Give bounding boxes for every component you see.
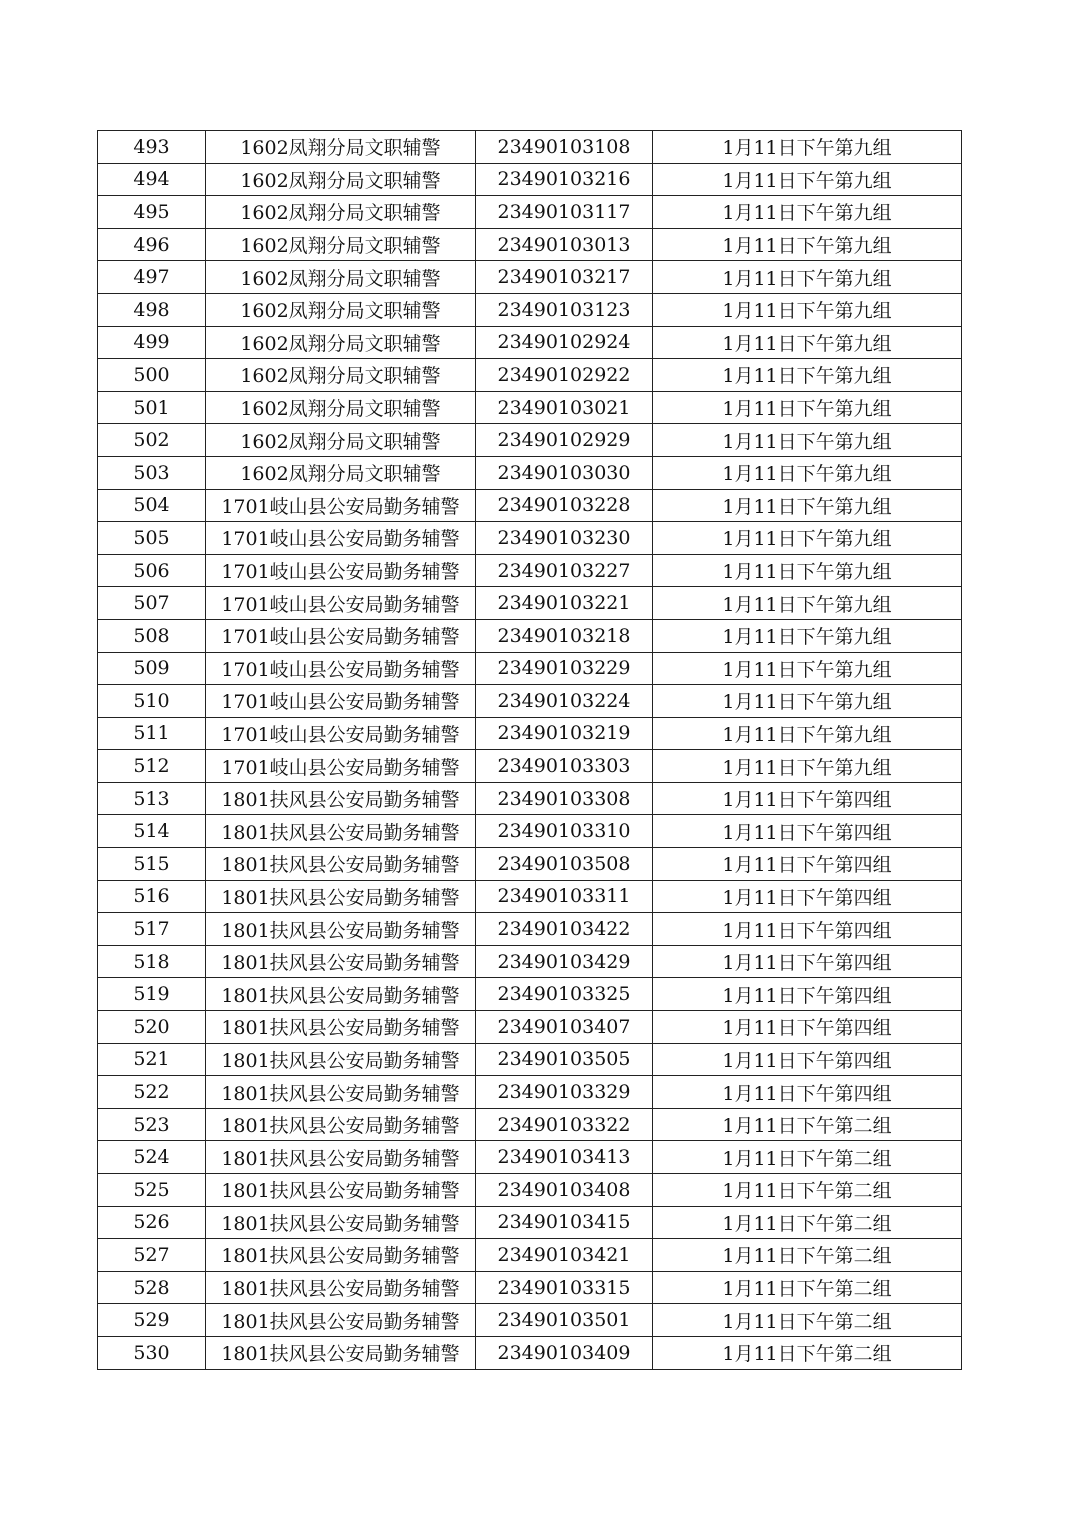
table-row xyxy=(98,750,962,783)
exam-id-cell: 23490103408 xyxy=(476,1174,653,1207)
seq-cell: 496 xyxy=(98,228,206,261)
seq-cell: 521 xyxy=(98,1043,206,1076)
exam-id-cell: 23490103407 xyxy=(476,1011,653,1044)
seq-cell: 513 xyxy=(98,782,206,815)
post-cell: 1801扶风县公安局勤务辅警 xyxy=(206,1076,476,1109)
post-cell: 1801扶风县公安局勤务辅警 xyxy=(206,880,476,913)
session-cell: 1月11日下午第二组 xyxy=(653,1206,962,1239)
table-row xyxy=(98,261,962,294)
table-row xyxy=(98,815,962,848)
exam-id-cell: 23490103108 xyxy=(476,131,653,164)
post-cell: 1801扶风县公安局勤务辅警 xyxy=(206,848,476,881)
seq-cell: 529 xyxy=(98,1304,206,1337)
session-cell: 1月11日下午第九组 xyxy=(653,652,962,685)
exam-id-cell: 23490103413 xyxy=(476,1141,653,1174)
exam-id-cell: 23490103221 xyxy=(476,587,653,620)
exam-id-cell: 23490103409 xyxy=(476,1336,653,1369)
seq-cell: 515 xyxy=(98,848,206,881)
session-cell: 1月11日下午第九组 xyxy=(653,717,962,750)
session-cell: 1月11日下午第九组 xyxy=(653,326,962,359)
exam-id-cell: 23490102922 xyxy=(476,359,653,392)
seq-cell: 526 xyxy=(98,1206,206,1239)
seq-cell: 517 xyxy=(98,913,206,946)
session-cell: 1月11日下午第四组 xyxy=(653,848,962,881)
table-row xyxy=(98,424,962,457)
seq-cell: 497 xyxy=(98,261,206,294)
table-row xyxy=(98,685,962,718)
session-cell: 1月11日下午第四组 xyxy=(653,978,962,1011)
post-cell: 1801扶风县公安局勤务辅警 xyxy=(206,1174,476,1207)
seq-cell: 494 xyxy=(98,163,206,196)
post-cell: 1801扶风县公安局勤务辅警 xyxy=(206,1239,476,1272)
session-cell: 1月11日下午第九组 xyxy=(653,619,962,652)
table-row xyxy=(98,1174,962,1207)
table-row xyxy=(98,456,962,489)
exam-id-cell: 23490103310 xyxy=(476,815,653,848)
candidate-table xyxy=(97,130,962,1370)
seq-cell: 516 xyxy=(98,880,206,913)
session-cell: 1月11日下午第四组 xyxy=(653,1011,962,1044)
exam-id-cell: 23490103227 xyxy=(476,554,653,587)
exam-id-cell: 23490103117 xyxy=(476,196,653,229)
session-cell: 1月11日下午第九组 xyxy=(653,163,962,196)
exam-id-cell: 23490103303 xyxy=(476,750,653,783)
table-row xyxy=(98,587,962,620)
seq-cell: 511 xyxy=(98,717,206,750)
session-cell: 1月11日下午第二组 xyxy=(653,1271,962,1304)
exam-id-cell: 23490102924 xyxy=(476,326,653,359)
seq-cell: 524 xyxy=(98,1141,206,1174)
exam-id-cell: 23490102929 xyxy=(476,424,653,457)
seq-cell: 493 xyxy=(98,131,206,164)
post-cell: 1701岐山县公安局勤务辅警 xyxy=(206,750,476,783)
session-cell: 1月11日下午第九组 xyxy=(653,750,962,783)
post-cell: 1602凤翔分局文职辅警 xyxy=(206,261,476,294)
session-cell: 1月11日下午第九组 xyxy=(653,522,962,555)
post-cell: 1801扶风县公安局勤务辅警 xyxy=(206,1271,476,1304)
post-cell: 1801扶风县公安局勤务辅警 xyxy=(206,1108,476,1141)
table-row xyxy=(98,1239,962,1272)
exam-id-cell: 23490103030 xyxy=(476,456,653,489)
session-cell: 1月11日下午第四组 xyxy=(653,1043,962,1076)
session-cell: 1月11日下午第九组 xyxy=(653,196,962,229)
session-cell: 1月11日下午第九组 xyxy=(653,228,962,261)
post-cell: 1701岐山县公安局勤务辅警 xyxy=(206,619,476,652)
session-cell: 1月11日下午第九组 xyxy=(653,489,962,522)
seq-cell: 527 xyxy=(98,1239,206,1272)
exam-id-cell: 23490103329 xyxy=(476,1076,653,1109)
table-row xyxy=(98,554,962,587)
table-row xyxy=(98,1011,962,1044)
post-cell: 1701岐山县公安局勤务辅警 xyxy=(206,685,476,718)
seq-cell: 499 xyxy=(98,326,206,359)
seq-cell: 518 xyxy=(98,945,206,978)
seq-cell: 507 xyxy=(98,587,206,620)
table-row xyxy=(98,782,962,815)
post-cell: 1602凤翔分局文职辅警 xyxy=(206,131,476,164)
exam-id-cell: 23490103415 xyxy=(476,1206,653,1239)
post-cell: 1801扶风县公安局勤务辅警 xyxy=(206,1336,476,1369)
exam-id-cell: 23490103219 xyxy=(476,717,653,750)
session-cell: 1月11日下午第四组 xyxy=(653,782,962,815)
session-cell: 1月11日下午第二组 xyxy=(653,1141,962,1174)
seq-cell: 504 xyxy=(98,489,206,522)
table-row xyxy=(98,326,962,359)
seq-cell: 502 xyxy=(98,424,206,457)
session-cell: 1月11日下午第九组 xyxy=(653,359,962,392)
seq-cell: 495 xyxy=(98,196,206,229)
table-row xyxy=(98,880,962,913)
post-cell: 1801扶风县公安局勤务辅警 xyxy=(206,1043,476,1076)
exam-id-cell: 23490103230 xyxy=(476,522,653,555)
table-row xyxy=(98,228,962,261)
seq-cell: 498 xyxy=(98,293,206,326)
table-row xyxy=(98,489,962,522)
post-cell: 1602凤翔分局文职辅警 xyxy=(206,196,476,229)
session-cell: 1月11日下午第九组 xyxy=(653,261,962,294)
exam-id-cell: 23490103021 xyxy=(476,391,653,424)
table-row xyxy=(98,391,962,424)
exam-id-cell: 23490103229 xyxy=(476,652,653,685)
session-cell: 1月11日下午第四组 xyxy=(653,880,962,913)
table-row xyxy=(98,1304,962,1337)
table-row xyxy=(98,1206,962,1239)
exam-id-cell: 23490103216 xyxy=(476,163,653,196)
table-row xyxy=(98,1141,962,1174)
exam-id-cell: 23490103429 xyxy=(476,945,653,978)
exam-id-cell: 23490103013 xyxy=(476,228,653,261)
seq-cell: 505 xyxy=(98,522,206,555)
post-cell: 1801扶风县公安局勤务辅警 xyxy=(206,1011,476,1044)
post-cell: 1602凤翔分局文职辅警 xyxy=(206,293,476,326)
session-cell: 1月11日下午第九组 xyxy=(653,424,962,457)
session-cell: 1月11日下午第四组 xyxy=(653,1076,962,1109)
seq-cell: 514 xyxy=(98,815,206,848)
session-cell: 1月11日下午第二组 xyxy=(653,1108,962,1141)
table-row xyxy=(98,1108,962,1141)
exam-id-cell: 23490103217 xyxy=(476,261,653,294)
post-cell: 1701岐山县公安局勤务辅警 xyxy=(206,522,476,555)
seq-cell: 500 xyxy=(98,359,206,392)
post-cell: 1602凤翔分局文职辅警 xyxy=(206,228,476,261)
exam-id-cell: 23490103315 xyxy=(476,1271,653,1304)
seq-cell: 523 xyxy=(98,1108,206,1141)
exam-id-cell: 23490103422 xyxy=(476,913,653,946)
table-row xyxy=(98,1271,962,1304)
exam-id-cell: 23490103123 xyxy=(476,293,653,326)
post-cell: 1801扶风县公安局勤务辅警 xyxy=(206,978,476,1011)
exam-id-cell: 23490103224 xyxy=(476,685,653,718)
session-cell: 1月11日下午第九组 xyxy=(653,131,962,164)
session-cell: 1月11日下午第二组 xyxy=(653,1304,962,1337)
table-row xyxy=(98,196,962,229)
table-row xyxy=(98,978,962,1011)
session-cell: 1月11日下午第二组 xyxy=(653,1174,962,1207)
post-cell: 1801扶风县公安局勤务辅警 xyxy=(206,815,476,848)
session-cell: 1月11日下午第四组 xyxy=(653,815,962,848)
table-body xyxy=(98,131,962,1370)
session-cell: 1月11日下午第二组 xyxy=(653,1239,962,1272)
seq-cell: 510 xyxy=(98,685,206,718)
table-row xyxy=(98,1076,962,1109)
post-cell: 1801扶风县公安局勤务辅警 xyxy=(206,782,476,815)
exam-id-cell: 23490103508 xyxy=(476,848,653,881)
post-cell: 1701岐山县公安局勤务辅警 xyxy=(206,587,476,620)
post-cell: 1602凤翔分局文职辅警 xyxy=(206,359,476,392)
table-row xyxy=(98,848,962,881)
post-cell: 1801扶风县公安局勤务辅警 xyxy=(206,1206,476,1239)
post-cell: 1602凤翔分局文职辅警 xyxy=(206,424,476,457)
exam-id-cell: 23490103308 xyxy=(476,782,653,815)
post-cell: 1602凤翔分局文职辅警 xyxy=(206,391,476,424)
post-cell: 1801扶风县公安局勤务辅警 xyxy=(206,913,476,946)
post-cell: 1801扶风县公安局勤务辅警 xyxy=(206,1141,476,1174)
post-cell: 1701岐山县公安局勤务辅警 xyxy=(206,717,476,750)
exam-id-cell: 23490103325 xyxy=(476,978,653,1011)
table-row xyxy=(98,1336,962,1369)
session-cell: 1月11日下午第九组 xyxy=(653,685,962,718)
post-cell: 1801扶风县公安局勤务辅警 xyxy=(206,945,476,978)
exam-id-cell: 23490103218 xyxy=(476,619,653,652)
table-row xyxy=(98,717,962,750)
seq-cell: 530 xyxy=(98,1336,206,1369)
session-cell: 1月11日下午第九组 xyxy=(653,587,962,620)
session-cell: 1月11日下午第二组 xyxy=(653,1336,962,1369)
seq-cell: 525 xyxy=(98,1174,206,1207)
exam-id-cell: 23490103501 xyxy=(476,1304,653,1337)
seq-cell: 520 xyxy=(98,1011,206,1044)
post-cell: 1701岐山县公安局勤务辅警 xyxy=(206,652,476,685)
post-cell: 1701岐山县公安局勤务辅警 xyxy=(206,489,476,522)
table-row xyxy=(98,293,962,326)
seq-cell: 501 xyxy=(98,391,206,424)
session-cell: 1月11日下午第九组 xyxy=(653,293,962,326)
exam-id-cell: 23490103505 xyxy=(476,1043,653,1076)
exam-id-cell: 23490103421 xyxy=(476,1239,653,1272)
seq-cell: 509 xyxy=(98,652,206,685)
post-cell: 1602凤翔分局文职辅警 xyxy=(206,456,476,489)
seq-cell: 506 xyxy=(98,554,206,587)
seq-cell: 522 xyxy=(98,1076,206,1109)
table-row xyxy=(98,619,962,652)
seq-cell: 503 xyxy=(98,456,206,489)
session-cell: 1月11日下午第九组 xyxy=(653,456,962,489)
table-row xyxy=(98,1043,962,1076)
exam-id-cell: 23490103228 xyxy=(476,489,653,522)
session-cell: 1月11日下午第四组 xyxy=(653,945,962,978)
post-cell: 1602凤翔分局文职辅警 xyxy=(206,326,476,359)
post-cell: 1701岐山县公安局勤务辅警 xyxy=(206,554,476,587)
post-cell: 1602凤翔分局文职辅警 xyxy=(206,163,476,196)
table-row xyxy=(98,652,962,685)
seq-cell: 528 xyxy=(98,1271,206,1304)
session-cell: 1月11日下午第四组 xyxy=(653,913,962,946)
table-row xyxy=(98,359,962,392)
table-row xyxy=(98,163,962,196)
exam-id-cell: 23490103322 xyxy=(476,1108,653,1141)
seq-cell: 512 xyxy=(98,750,206,783)
seq-cell: 508 xyxy=(98,619,206,652)
session-cell: 1月11日下午第九组 xyxy=(653,391,962,424)
session-cell: 1月11日下午第九组 xyxy=(653,554,962,587)
table-row xyxy=(98,131,962,164)
seq-cell: 519 xyxy=(98,978,206,1011)
exam-id-cell: 23490103311 xyxy=(476,880,653,913)
post-cell: 1801扶风县公安局勤务辅警 xyxy=(206,1304,476,1337)
table-row xyxy=(98,913,962,946)
table-row xyxy=(98,522,962,555)
table-row xyxy=(98,945,962,978)
